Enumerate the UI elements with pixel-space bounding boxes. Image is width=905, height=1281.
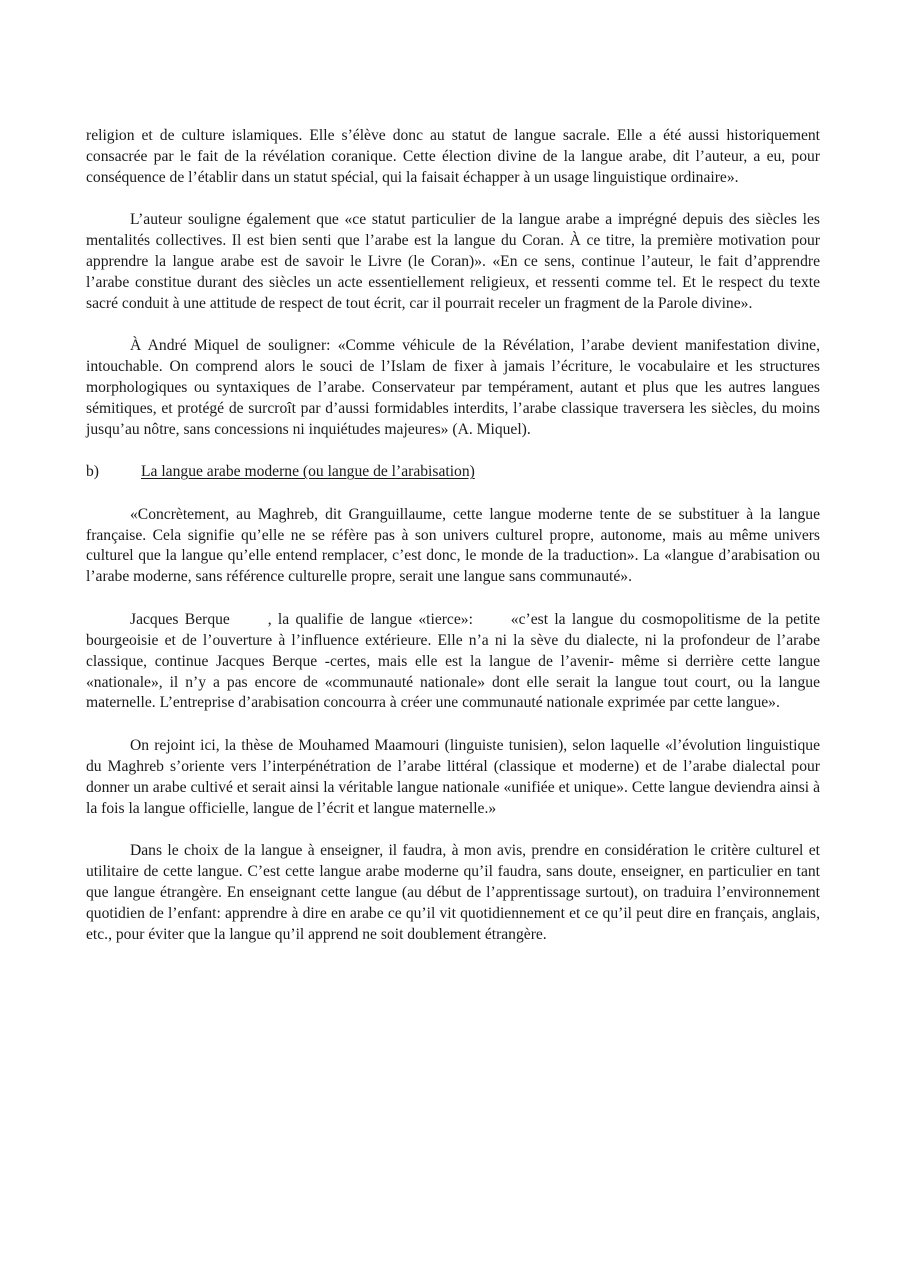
paragraph-choix-langue: Dans le choix de la langue à enseigner, il faudra, à mon avis, prendre en considération le critère culturel et utilitaire de cette langue. C’est cette langue arabe moderne qu’il faudra, sans doute, enseigner, en particulier en tant que langue étrangère. En enseignant cette langue (au début de l’apprentissage surtout), on traduira l’environnement quotidien de l’enfant: apprendre à dire en arabe ce qu’il vit quotidiennement et ce qu’il peut dire en français, anglais, etc., pour éviter que la langue qu’il apprend ne soit doublement étrangère. xyxy=(86,841,820,943)
paragraph-jacques-berque: Jacques Berque , la qualifie de langue «tierce»: «c’est la langue du cosmopolitisme de la petite bourgeoisie et de l’ouverture à l’influence extérieure. Elle n’a ni la sève du dialecte, ni la profondeur de l’arabe classique, continue Jacques Berque -certes, mais elle est la langue de l’avenir- même si derrière cette langue «nationale», il n’y a pas encore de «communauté nationale» dont elle serait la langue tout court, ou la langue maternelle. L’entreprise d’arabisation concourra à créer une communauté nationale exprimée par cette langue». xyxy=(86,610,824,712)
paragraph-andre-miquel: À André Miquel de souligner: «Comme véhicule de la Révélation, l’arabe devient manifestation divine, intouchable. On comprend alors le souci de l’Islam de fixer à jamais l’écriture, le vocabulaire et les structures morphologiques ou syntaxiques de l’arabe. Conservateur par tempérament, autant et plus que les autres langues sémitiques, et protégé de surcroît par d’aussi formidables interdits, l’arabe classique traversera les siècles, du moins jusqu’au nôtre, sans concessions ni inquiétudes majeures» (A. Miquel). xyxy=(86,337,820,438)
section-heading-b xyxy=(86,462,820,483)
paragraph-auteur-souligne: L’auteur souligne également que «ce statut particulier de la langue arabe a imprégné depuis des siècles les mentalités collectives. Il est bien senti que l’arabe est la langue du Coran. À ce titre, la première motivation pour apprendre la langue arabe est de savoir le Livre (le Coran)». «En ce sens, continue l’auteur, le fait d’apprendre l’arabe constitue durant des siècles un acte essentiellement religieux, et ressenti comme tel. Et le respect du texte sacré conduit à une attitude de respect de tout écrit, car il pourrait receler un fragment de la Parole divine». xyxy=(86,211,820,312)
paragraph-continuation: religion et de culture islamiques. Elle s’élève donc au statut de langue sacrale. Elle a été aussi historiquement consacrée par le fait de la révélation coranique. Cette élection divine de la langue arabe, dit l’auteur, a eu, pour conséquence de l’établir dans un statut spécial, qui la faisait échapper à un usage linguistique ordinaire». xyxy=(86,127,820,186)
paragraph-granguillaume: «Concrètement, au Maghreb, dit Granguillaume, cette langue moderne tente de se substituer à la langue française. Cela signifie qu’elle ne se réfère pas à son univers culturel propre, autonome, mais au même univers culturel que la langue qu’elle entend remplacer, c’est donc, le monde de la traduction». La «langue d’arabisation ou l’arabe moderne, sans référence culturelle propre, serait une langue sans communauté». xyxy=(86,505,820,586)
paragraph-maamouri: On rejoint ici, la thèse de Mouhamed Maamouri (linguiste tunisien), selon laquelle «l’évolution linguistique du Maghreb s’oriente vers l’interpénétration de l’arabe littéral (classique et moderne) et de l’arabe dialectal pour donner un arabe cultivé et serait ainsi la véritable langue nationale «unifiée et unique». Cette langue deviendra ainsi à la fois la langue officielle, langue de l’écrit et langue maternelle.» xyxy=(86,736,820,817)
body-text xyxy=(86,126,824,967)
section-title: La langue arabe moderne (ou langue de l’arabisation) xyxy=(141,463,475,481)
section-marker: b) xyxy=(86,463,99,481)
